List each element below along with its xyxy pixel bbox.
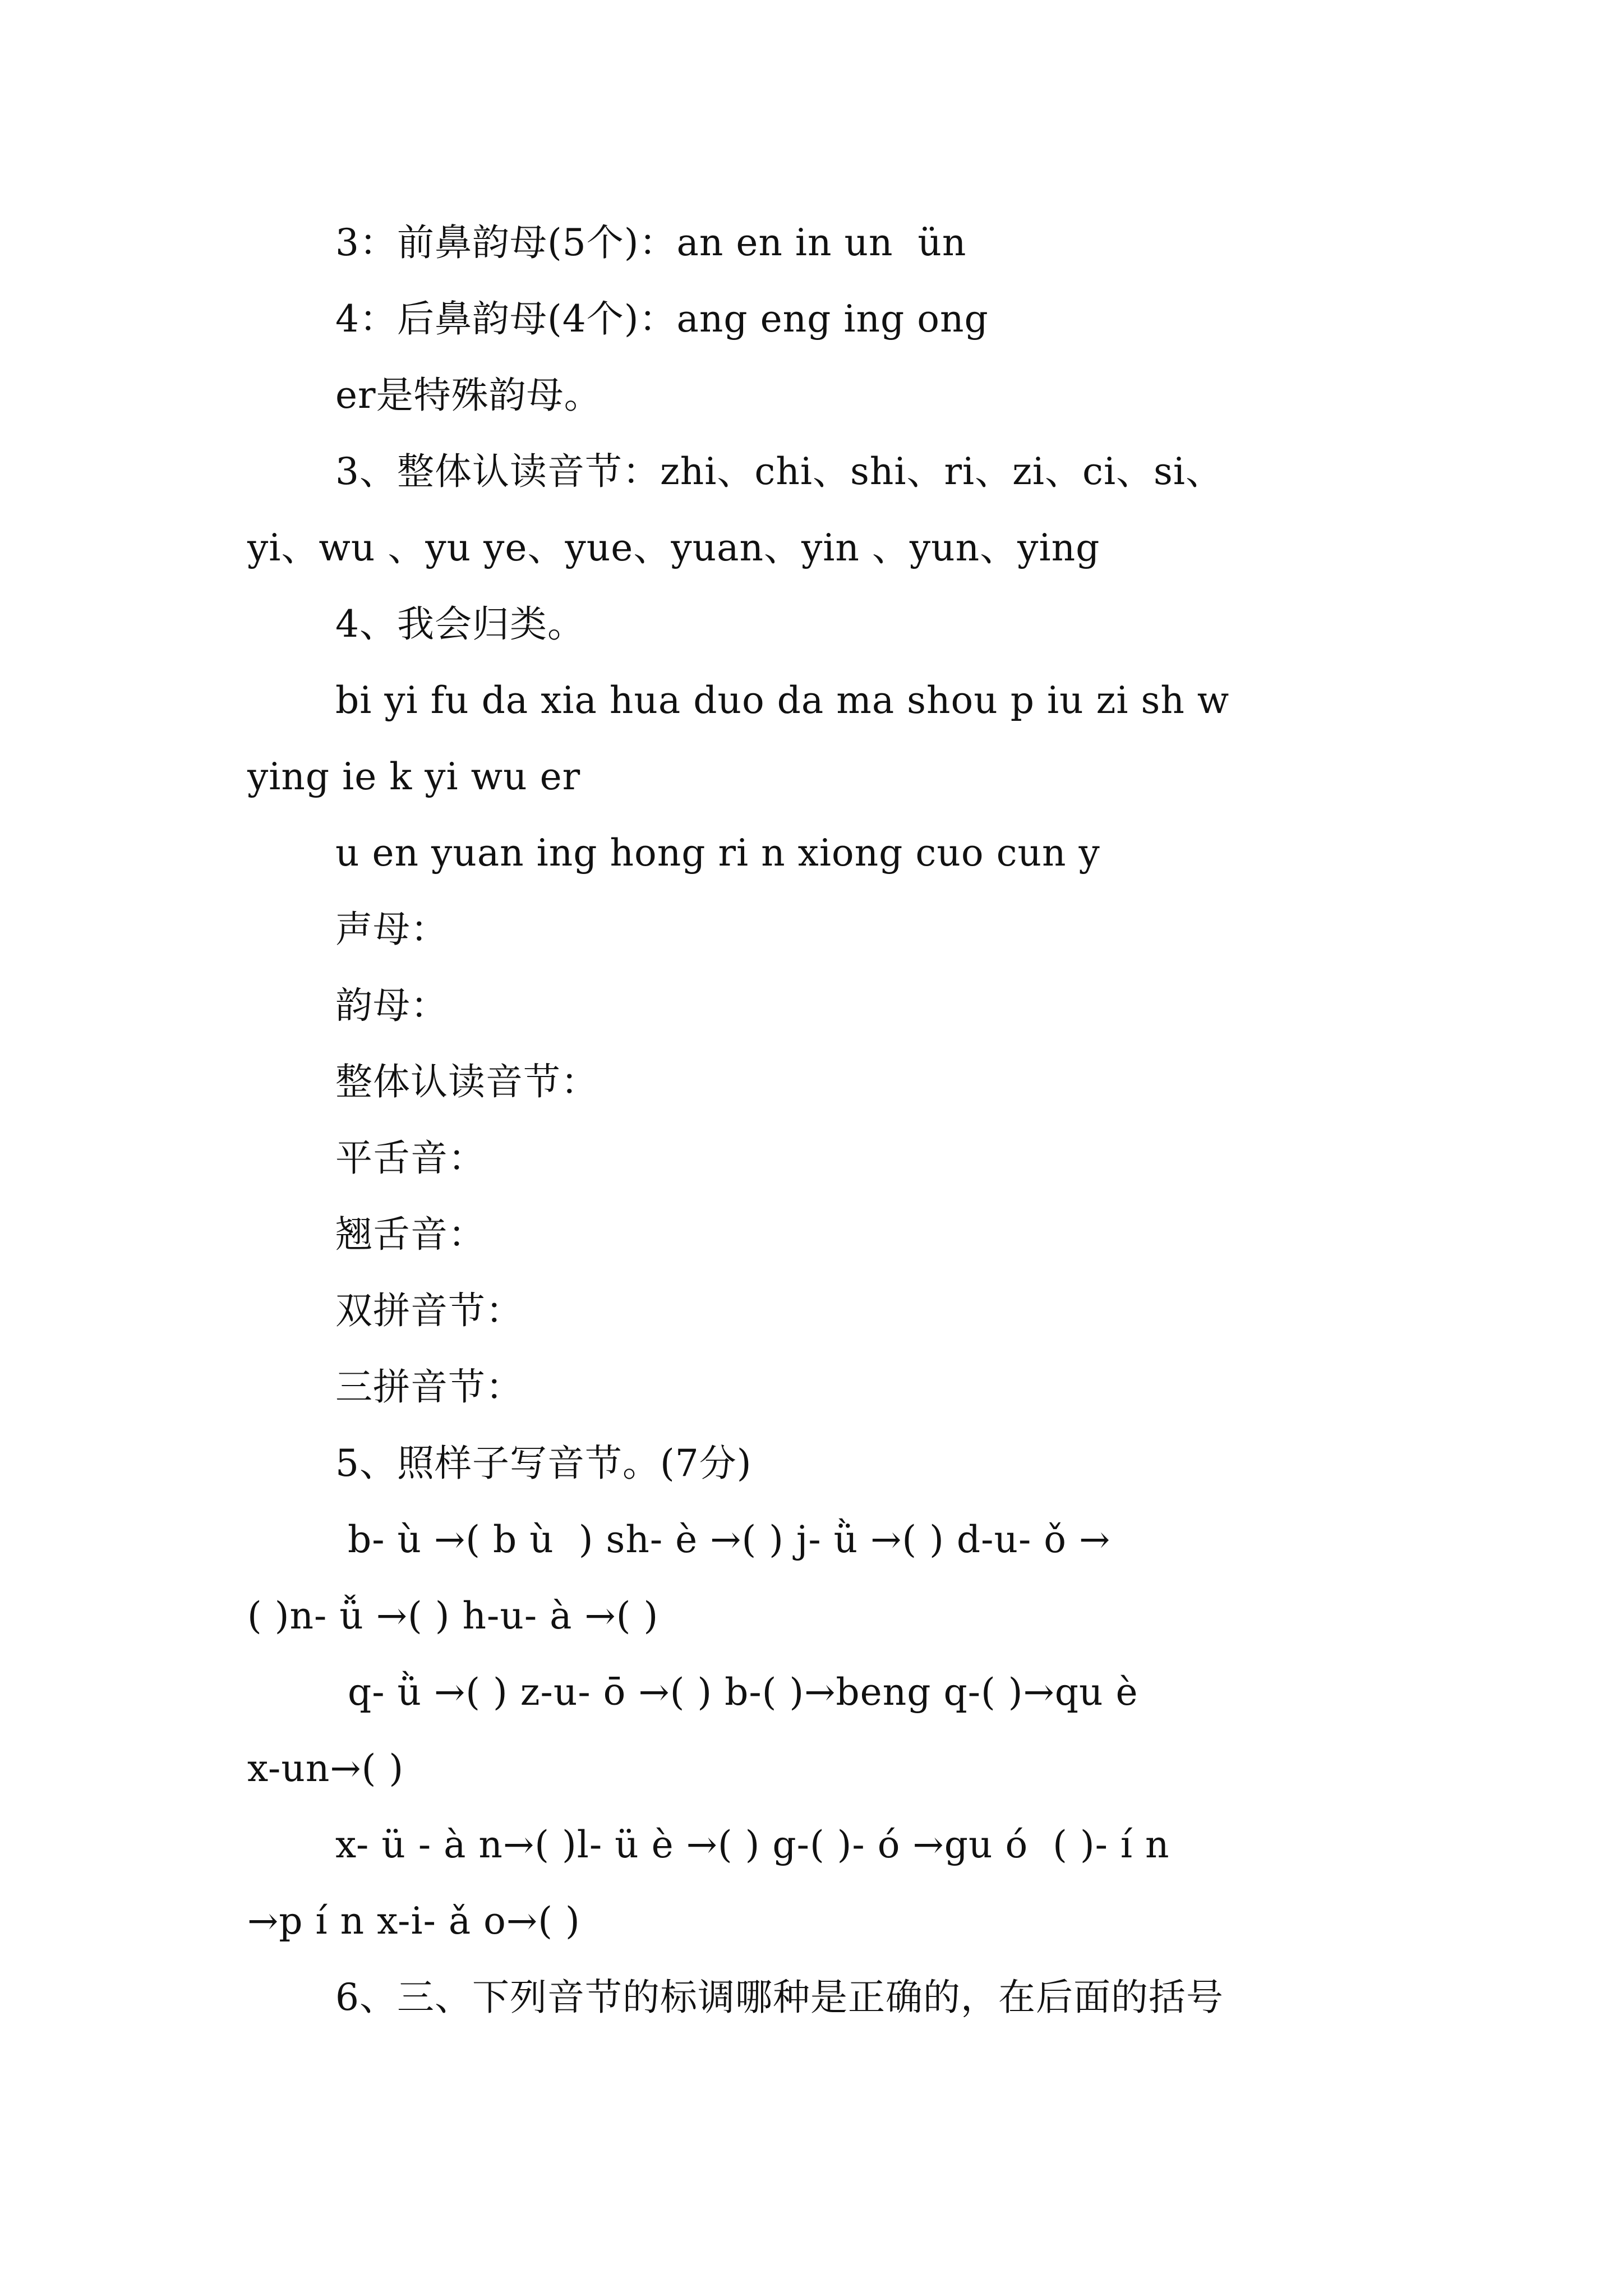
text-line-classify-items-1: bi yi fu da xia hua duo da ma shou p iu zi sh w [335,679,1230,722]
text-line-flat-tongue-label: 平舌音： [335,1137,486,1180]
text-line-write-syllables-row-3-continued: →p í n x-i- ǎ o→( ) [247,1899,580,1943]
text-line-classify-heading: 4、我会归类。 [335,602,585,646]
text-line-write-syllables-row-2-continued: x-un→( ) [247,1747,404,1790]
text-line-whole-syllables-continued: yi、wu 、yu ye、yue、yuan、yin 、yun、ying [247,526,1100,569]
text-line-three-part-syllables-label: 三拼音节： [335,1365,523,1409]
text-line-whole-syllables-label: 整体认读音节： [335,1060,598,1103]
text-line-two-part-syllables-label: 双拼音节： [335,1289,523,1332]
text-line-initials-label: 声母： [335,908,448,951]
text-line-tone-mark-question: 6、三、下列音节的标调哪种是正确的，在后面的括号 [335,1976,1224,2019]
text-line-write-syllables-heading: 5、照样子写音节。(7分) [335,1442,752,1485]
text-line-write-syllables-row-3: x- ü - à n→( )l- ü è →( ) g-( )- ó →gu ó ( )- í n [335,1823,1170,1866]
text-line-whole-syllables-heading: 3、整体认读音节：zhi、chi、shi、ri、zi、ci、si、 [335,450,1224,493]
text-line-classify-items-2: ying ie k yi wu er [247,755,581,798]
text-line-classify-items-3: u en yuan ing hong ri n xiong cuo cun y [335,831,1100,875]
text-line-write-syllables-row-1-continued: ( )n- ǚ →( ) h-u- à →( ) [247,1594,659,1637]
text-line-finals-label: 韵母： [335,984,448,1027]
text-line-write-syllables-row-2: q- ǜ →( ) z-u- ō →( ) b-( )→beng q-( )→qu è [335,1671,1138,1714]
text-line-er-special-final: er是特殊韵母。 [335,374,602,417]
text-line-write-syllables-row-1: b- ù →( b ù ) sh- è →( ) j- ǜ →( ) d-u- ǒ → [335,1518,1111,1561]
text-line-back-nasal-finals: 4：后鼻韵母(4个)：ang eng ing ong [335,297,989,341]
text-line-front-nasal-finals: 3：前鼻韵母(5个)：an en in un ün [335,221,967,264]
text-line-retroflex-label: 翘舌音： [335,1213,486,1256]
